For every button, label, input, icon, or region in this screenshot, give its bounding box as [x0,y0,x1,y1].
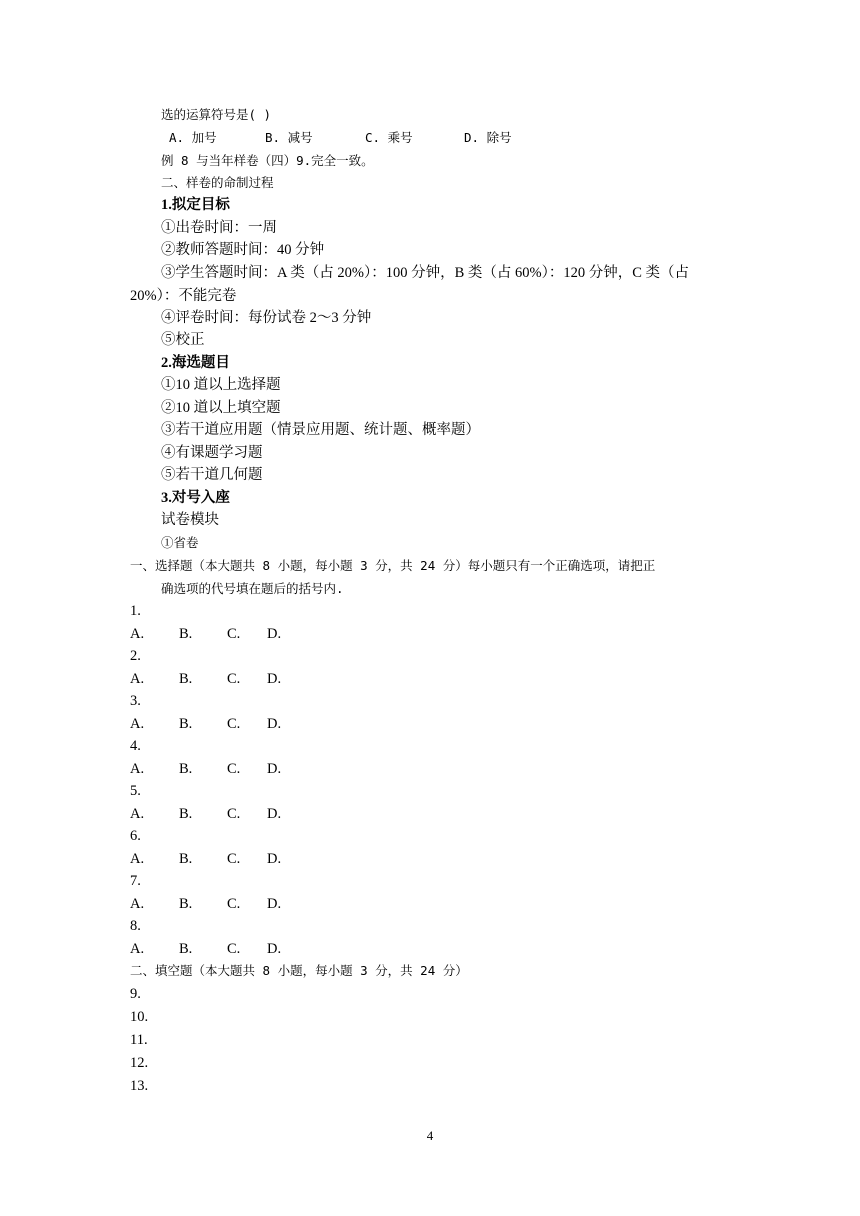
step1-title: 1.拟定目标 [161,197,230,213]
option-c: C. 乘号 [365,130,413,145]
step2-item: ⑤若干道几何题 [161,467,263,483]
step1-item: ①出卷时间：一周 [161,220,277,236]
option-b: B. 减号 [265,130,313,145]
fill-question-number: 11. [130,1032,148,1048]
choice-question-number: 4. [130,738,141,754]
step2-item: ①10 道以上选择题 [161,377,281,393]
step2-item: ②10 道以上填空题 [161,400,281,416]
choice-option-label: D. [267,851,282,867]
step2-item: ③若干道应用题（情景应用题、统计题、概率题） [161,422,480,438]
choice-option-label: B. [179,761,193,777]
choice-question-number: 8. [130,918,141,934]
option-a: A. 加号 [169,130,217,145]
choice-option-label: D. [267,941,282,957]
step1-item: ②教师答题时间：40 分钟 [161,242,325,258]
step1-item: ③学生答题时间：A 类（占 20%）：100 分钟，B 类（占 60%）：120 分钟，C 类（占 [161,265,690,281]
choice-question-number: 1. [130,603,141,619]
step3-subtitle: 试卷模块 [161,512,219,528]
choice-option-label: D. [267,761,282,777]
choice-option-label: A. [130,761,145,777]
choice-option-label: C. [227,806,241,822]
choice-question-number: 6. [130,828,141,844]
choice-option-label: A. [130,626,145,642]
page-number: 4 [426,1128,434,1143]
fill-question-number: 13. [130,1078,149,1094]
choice-option-label: B. [179,626,193,642]
choice-question-number: 7. [130,873,141,889]
step3-item: ①省卷 [161,535,199,550]
choice-option-label: B. [179,851,193,867]
choice-option-label: B. [179,671,193,687]
choice-option-label: C. [227,851,241,867]
step1-item: ④评卷时间：每份试卷 2～3 分钟 [161,310,372,326]
option-d: D. 除号 [464,130,512,145]
choice-option-label: D. [267,626,282,642]
choice-option-label: C. [227,761,241,777]
choice-option-label: A. [130,941,145,957]
choice-option-label: D. [267,671,282,687]
choice-option-label: A. [130,851,145,867]
choice-option-label: A. [130,806,145,822]
choice-option-label: C. [227,896,241,912]
choice-option-label: A. [130,896,145,912]
step2-item: ④有课题学习题 [161,445,263,461]
choice-option-label: B. [179,896,193,912]
step2-title: 2.海选题目 [161,355,230,371]
section-heading: 二、样卷的命制过程 [161,175,274,190]
question-stem-line: 选的运算符号是( ) [161,107,272,122]
choice-option-label: A. [130,671,145,687]
choice-option-label: B. [179,806,193,822]
choice-option-label: C. [227,941,241,957]
step1-item: ⑤校正 [161,332,205,348]
step1-item-continuation: 20%）：不能完卷 [130,288,237,304]
example-note: 例 8 与当年样卷（四）9.完全一致。 [161,153,374,168]
choice-option-label: C. [227,671,241,687]
choice-question-number: 2. [130,648,141,664]
step3-title: 3.对号入座 [161,490,230,506]
choice-option-label: D. [267,716,282,732]
choice-option-label: C. [227,716,241,732]
choice-question-number: 5. [130,783,141,799]
fill-question-number: 12. [130,1055,149,1071]
fill-question-number: 9. [130,986,141,1002]
choice-option-label: B. [179,716,193,732]
choice-section-instruction: 确选项的代号填在题后的括号内. [161,581,344,596]
choice-question-number: 3. [130,693,141,709]
choice-option-label: B. [179,941,193,957]
choice-option-label: D. [267,896,282,912]
choice-option-label: C. [227,626,241,642]
fill-section-title: 二、填空题（本大题共 8 小题，每小题 3 分，共 24 分） [130,963,468,978]
choice-option-label: A. [130,716,145,732]
choice-section-title: 一、选择题（本大题共 8 小题，每小题 3 分，共 24 分）每小题只有一个正确选项，请把正 [130,558,656,573]
fill-question-number: 10. [130,1009,149,1025]
choice-option-label: D. [267,806,282,822]
